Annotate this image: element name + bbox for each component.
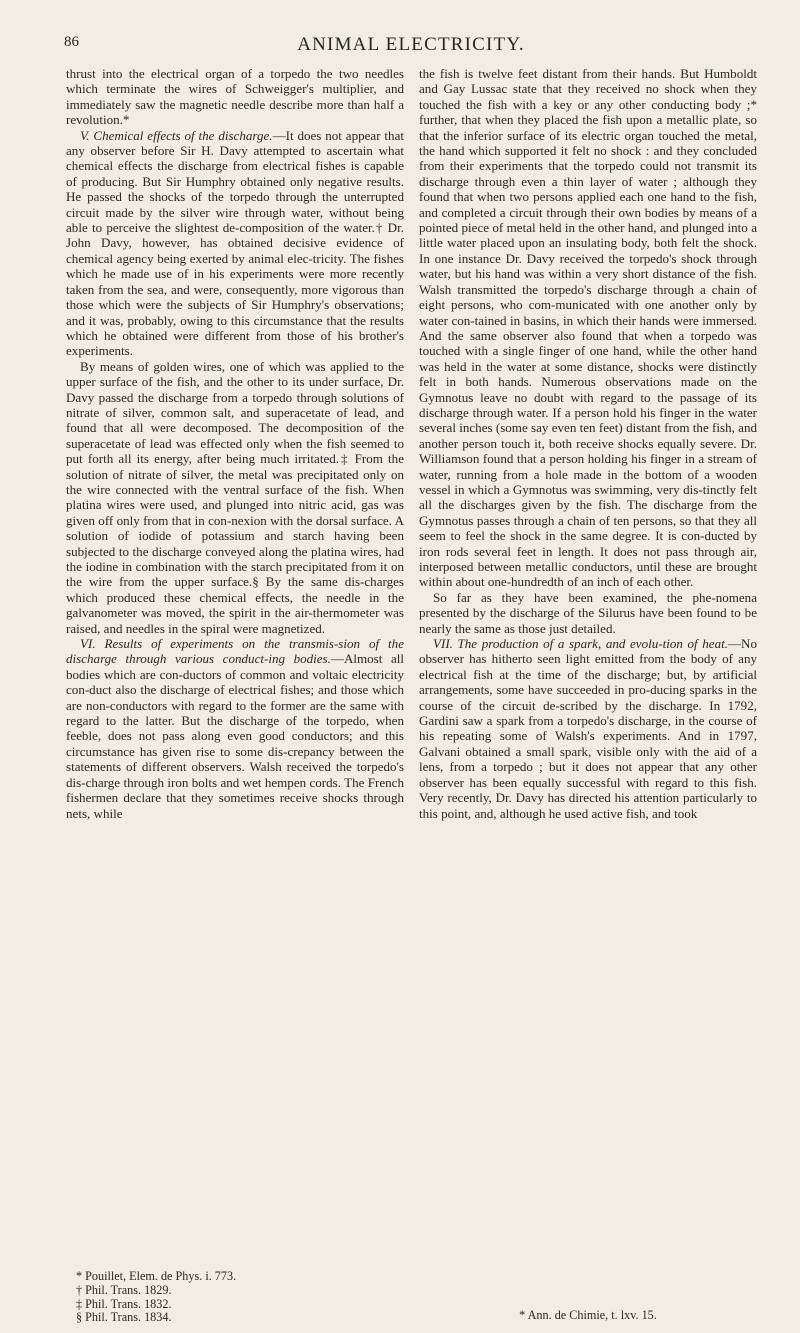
section-heading: VI. Results of experiments on the transmis-sion of the discharge through various conduct-ing bodies. bbox=[66, 636, 404, 667]
paragraph: thrust into the electrical organ of a torpedo the two needles which terminate the wires of Schweigger's multiplier, and immediately saw the magnetic needle describe more than half a revolution.* bbox=[66, 66, 404, 128]
footnote: ‡ Phil. Trans. 1832. bbox=[76, 1296, 172, 1311]
paragraph: the fish is twelve feet distant from their hands. But Humboldt and Gay Lussac state that they received no shock when they touched the fish with a key or any other conducting body ;* further, that when they placed the fish upon a metallic plate, so that the inferior surface of its electric organ touched the metal, the hand which supported it felt no shock : and they concluded from their experiments that the torpedo could not transmit its discharge through even a thin layer of water ; although they found that when two persons applied each one hand to the fish, and completed a circuit through their own bodies by means of a pointed piece of metal held in the other hand, and plunged into a little water placed upon an insulating body, both felt the shock. In one instance Dr. Davy received the torpedo's shock through water, but his hand was within a very short distance of the fish. Walsh transmitted the torpedo's discharge through a chain of eight persons, who com-municated with one another only by water con-tained in basins, in which their hands were immersed. And the same observer also found that when a torpedo was touched with a single finger of one hand, while the other hand was held in the water at some distance, shocks were distinctly felt in both hands. Numerous observations made on the Gymnotus leave no doubt with regard to the passage of its discharge through water. If a person hold his finger in the water several inches (some say even ten feet) distant from the fish, and another person touch it, both receive shocks equally severe. Dr. Williamson found that a person holding his finger in a stream of water, running from a hole made in the bottom of a wooden vessel in which a Gymnotus was swimming, very dis-tinctly felt all the discharges given by the fish. The discharge from the Gymnotus passes through a chain of ten persons, so that they all seem to feel the shock in the same degree. It is con-ducted by iron rods several feet in length. It does not pass through air, interposed between metallic conductors, until these are brought within about one-hundredth of an inch of each other. bbox=[419, 66, 757, 590]
running-title: ANIMAL ELECTRICITY. bbox=[297, 34, 525, 55]
footnote: § Phil. Trans. 1834. bbox=[76, 1310, 172, 1325]
section-v-paragraph bbox=[66, 128, 404, 359]
footnote: † Phil. Trans. 1829. bbox=[76, 1282, 172, 1297]
footnotes-left bbox=[76, 1270, 414, 1325]
section-heading: V. Chemical effects of the discharge. bbox=[80, 127, 273, 143]
page-number: 86 bbox=[64, 34, 79, 50]
paragraph: By means of golden wires, one of which was applied to the upper surface of the fish, and the other to its under surface, Dr. Davy passed the discharge from a torpedo through solutions of nitrate of silver, common salt, and superacetate of lead, and found that all were decomposed. The decomposition of the superacetate of lead was effected only when the fish seemed to put forth all its energy, after being much irritated.‡ From the solution of nitrate of silver, the metal was precipitated only on the wire connected with the ventral surface of the fish. When platina wires were used, and plunged into nitric acid, gas was given off only from that in con-nexion with the dorsal surface. A solution of iodide of potassium and starch having been subjected to the discharge conveyed along the platina wires, had the iodine in combination with the starch precipitated from it on the wire from the upper surface.§ By the same dis-charges which produced these chemical effects, the needle in the galvanometer was moved, the spirit in the air-thermometer was raised, and needles in the spiral were magnetized. bbox=[66, 358, 404, 636]
paragraph-body: —No observer has hitherto seen light emitted from the body of any electrical fish at the time of the discharge; but, by artificial arrangements, some have succeeded in pro-ducing sparks in the course of the circuit de-scribed by the discharge. In 1792, Gardini saw a spark from a torpedo's discharge, in the course of his repeating some of Walsh's experiments. And in 1797, Galvani obtained a small spark, visible only with the aid of a lens, from a torpedo ; but it does not appear that any other observer has been equally successful with regard to this fish. Very recently, Dr. Davy has directed his attention particularly to this point, and, although he used active fish, and took bbox=[419, 636, 757, 821]
section-vii-paragraph bbox=[419, 636, 757, 821]
page-header bbox=[64, 34, 758, 58]
paragraph-body: —Almost all bodies which are con-ductors of common and voltaic electricity con-duct also the discharge of electrical fishes; and those which are non-conductors with regard to the former are the same with regard to the latter. But the discharge of the torpedo, when feeble, does not pass along even good conductors; and this circumstance has given rise to some dis-crepancy between the statements of different observers. Walsh received the torpedo's dis-charge through iron bolts and wet hempen cords. The French fishermen declare that they sometimes receive shocks through nets, while bbox=[66, 651, 404, 821]
left-column bbox=[66, 66, 404, 821]
paragraph: So far as they have been examined, the phe-nomena presented by the discharge of the Silurus have been found to be nearly the same as those just detailed. bbox=[419, 589, 757, 636]
footnote-right: * Ann. de Chimie, t. lxv. 15. bbox=[519, 1308, 657, 1322]
paragraph-body: —It does not appear that any observer before Sir H. Davy attempted to ascertain what chemical effects the discharge from electrical fishes is capable of producing. But Sir Humphry obtained only negative results. He passed the shocks of the torpedo through the unterrupted circuit made by the silver wire through water, without being able to perceive the slightest de-composition of the water.† Dr. John Davy, however, has obtained decisive evidence of chemical agency being exerted by animal elec-tricity. The fishes which he made use of in his experiments were more recently taken from the sea, and were, consequently, more vigorous than those which were the subjects of Sir Humphry's observations; and it was, probably, owing to this circumstance that the results which he obtained were different from those of his brother's experiments. bbox=[66, 127, 404, 359]
section-heading: VII. The production of a spark, and evolu-tion of heat. bbox=[433, 636, 728, 652]
footnote: * Pouillet, Elem. de Phys. i. 773. bbox=[76, 1269, 237, 1283]
section-vi-paragraph bbox=[66, 636, 404, 821]
right-column bbox=[419, 66, 757, 821]
